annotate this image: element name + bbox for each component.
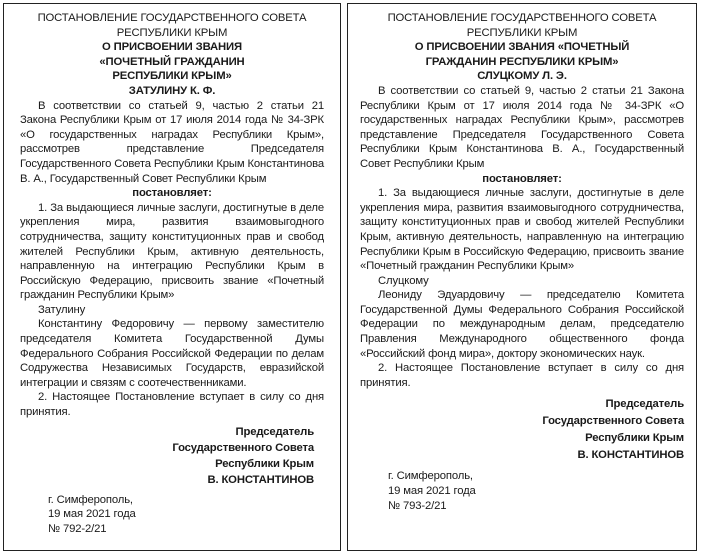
preamble: В соответствии со статьей 9, частью 2 статьи 21 Закона Республики Крым от 17 июля 2014 года № 34-ЗРК «О государственных наградах Республики Крым», рассмотрев представление Председателя Государственного Совета Республики Крым Константинова В. А., Государственный Совет Республики Крым [20,99,324,185]
document-footer [48,493,324,537]
document-footer [388,469,684,513]
place: г. Симферополь, [48,493,133,506]
recipient-surname: Слуцкому [378,274,429,287]
signature-block: Председатель Государственного Совета Республики Крым В. КОНСТАНТИНОВ [172,425,314,486]
clause-1: 1. За выдающиеся личные заслуги, достигнутые в деле укрепления мира, развития взаимовыгодного сотрудничества, защиту конституционных прав и свобод жителей Республики Крым, активную деятельность, направленную на интеграцию Республики Крым в Российскую Федерацию, присвоить звание «Почетный гражданин Республики Крым» [20,201,324,302]
resolution-title: О ПРИСВОЕНИИ ЗВАНИЯ «ПОЧЕТНЫЙ ГРАЖДАНИН РЕСПУБЛИКИ КРЫМ» СЛУЦКОМУ Л. Э. [414,41,630,83]
document-number: № 792-2/21 [48,522,107,535]
date: 19 мая 2021 года [48,508,136,521]
preamble: В соответствии со статьей 9, частью 2 статьи 21 Закона Республики Крым от 17 июля 2014 года № 34-ЗРК «О государственных наградах Республики Крым», рассмотрев представление Председателя Государственного Совета Республики Крым Константинова В. А., Государственный Совет Республики Крым [360,84,684,170]
recipient-bio: Леониду Эдуардовичу — председателю Комитета Государственной Думы Федерального Собрания Российской Федерации по международным делам, председателю Правления Международного общественного фонда «Российский фонд мира», доктору экономических наук. [360,289,684,360]
date: 19 мая 2021 года [388,485,476,498]
resolves-label: постановляет: [132,187,212,200]
resolution-document-slutsky [347,3,697,551]
clause-1: 1. За выдающиеся личные заслуги, достигнутые в деле укрепления мира, развития взаимовыгодного сотрудничества, защиту конституционных прав и свобод жителей Республики Крым, активную деятельность, направленную на интеграцию Республики Крым в Российскую Федерацию, присвоить звание «Почетный гражданин Республики Крым» [360,187,684,273]
issuer-header: ПОСТАНОВЛЕНИЕ ГОСУДАРСТВЕННОГО СОВЕТА РЕСПУБЛИКИ КРЫМ [37,12,307,39]
resolution-document-zatulin [3,3,341,551]
clause-2: 2. Настоящее Постановление вступает в силу со дня принятия. [360,362,684,389]
resolves-label: постановляет: [482,172,562,185]
place: г. Симферополь, [388,470,473,483]
document-number: № 793-2/21 [388,499,447,512]
clause-2: 2. Настоящее Постановление вступает в силу со дня принятия. [20,391,324,419]
recipient-surname: Затулину [38,303,86,316]
recipient-bio: Константину Федоровичу — первому заместителю председателя Комитета Государственной Думы Федерального Собрания Российской Федерации по делам Содружества Независимых Государств, евразийской интеграции и связям с соотечественниками. [20,318,324,389]
signature-block: Председатель Государственного Совета Республики Крым В. КОНСТАНТИНОВ [542,398,684,462]
issuer-header: ПОСТАНОВЛЕНИЕ ГОСУДАРСТВЕННОГО СОВЕТА РЕСПУБЛИКИ КРЫМ [387,12,657,39]
resolution-title: О ПРИСВОЕНИИ ЗВАНИЯ «ПОЧЕТНЫЙ ГРАЖДАНИН РЕСПУБЛИКИ КРЫМ» ЗАТУЛИНУ К. Ф. [99,41,245,97]
